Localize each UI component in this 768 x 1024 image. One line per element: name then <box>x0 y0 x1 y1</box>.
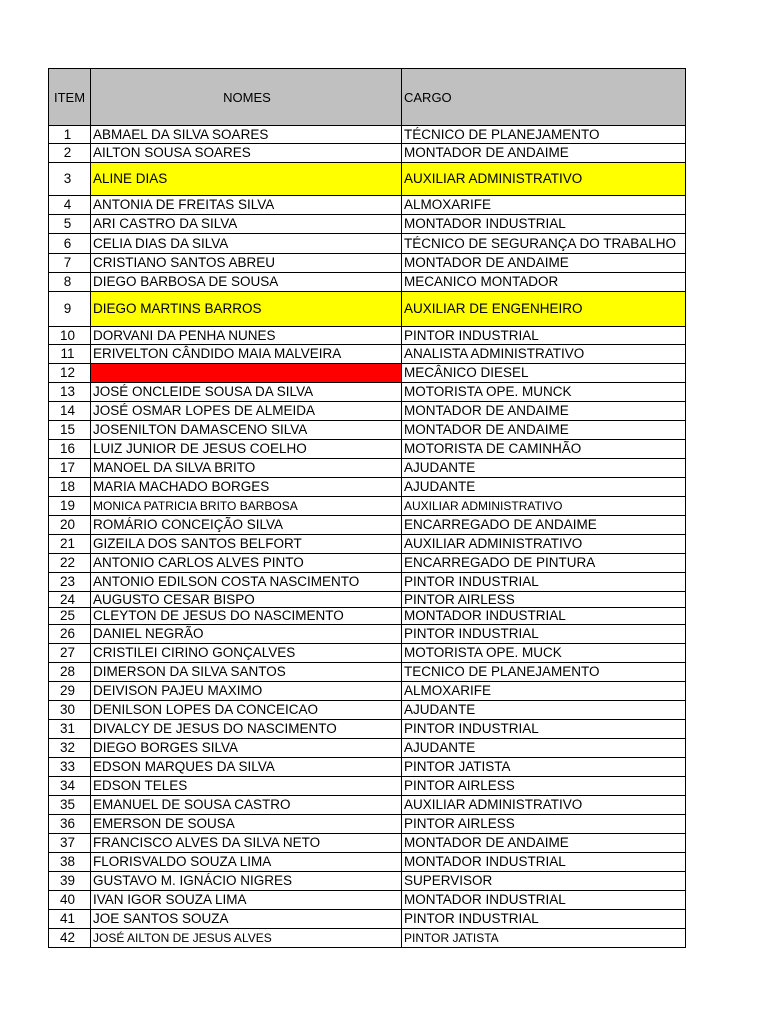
cell-item: 24 <box>49 592 91 608</box>
table-row <box>49 910 686 929</box>
cell-cargo: MECANICO MONTADOR <box>402 273 686 292</box>
cell-cargo: PINTOR AIRLESS <box>402 815 686 834</box>
cell-nome: ANTONIO EDILSON COSTA NASCIMENTO <box>91 573 402 592</box>
cell-item: 28 <box>49 663 91 682</box>
cell-cargo: TÉCNICO DE PLANEJAMENTO <box>402 126 686 144</box>
table-row <box>49 440 686 459</box>
cell-item: 35 <box>49 796 91 815</box>
cell-cargo: MONTADOR DE ANDAIME <box>402 254 686 273</box>
cell-cargo: PINTOR INDUSTRIAL <box>402 327 686 345</box>
cell-nome: ANTONIO CARLOS ALVES PINTO <box>91 554 402 573</box>
cell-cargo: MOTORISTA OPE. MUCK <box>402 644 686 663</box>
cell-nome: FLORISVALDO SOUZA LIMA <box>91 853 402 872</box>
cell-nome: CRISTILEI CIRINO GONÇALVES <box>91 644 402 663</box>
cell-item: 13 <box>49 383 91 402</box>
cell-item: 26 <box>49 625 91 644</box>
cell-cargo: SUPERVISOR <box>402 872 686 891</box>
cell-cargo: MONTADOR DE ANDAIME <box>402 834 686 853</box>
cell-cargo: PINTOR JATISTA <box>402 929 686 948</box>
cell-nome: EDSON MARQUES DA SILVA <box>91 758 402 777</box>
cell-cargo: AJUDANTE <box>402 478 686 497</box>
cell-nome: ABMAEL DA SILVA SOARES <box>91 126 402 144</box>
table-row <box>49 625 686 644</box>
table-row <box>49 777 686 796</box>
table-row <box>49 144 686 163</box>
cell-item: 1 <box>49 126 91 144</box>
table-row <box>49 254 686 273</box>
table-row <box>49 215 686 234</box>
table-row <box>49 516 686 535</box>
cell-item: 8 <box>49 273 91 292</box>
cell-cargo: MOTORISTA OPE. MUNCK <box>402 383 686 402</box>
cell-nome: MONICA PATRICIA BRITO BARBOSA <box>91 497 402 516</box>
cell-nome: AUGUSTO CESAR BISPO <box>91 592 402 608</box>
cell-item: 38 <box>49 853 91 872</box>
table-row <box>49 701 686 720</box>
cell-cargo: MONTADOR INDUSTRIAL <box>402 891 686 910</box>
cell-nome: MANOEL DA SILVA BRITO <box>91 459 402 478</box>
cell-nome: JOSÉ AILTON DE JESUS ALVES <box>91 929 402 948</box>
cell-item: 21 <box>49 535 91 554</box>
cell-cargo: PINTOR INDUSTRIAL <box>402 573 686 592</box>
cell-cargo: PINTOR AIRLESS <box>402 592 686 608</box>
cell-item: 22 <box>49 554 91 573</box>
cell-nome: GUSTAVO M. IGNÁCIO NIGRES <box>91 872 402 891</box>
cell-nome: FRANCISCO ALVES DA SILVA NETO <box>91 834 402 853</box>
cell-cargo: AJUDANTE <box>402 739 686 758</box>
table-row <box>49 720 686 739</box>
cell-cargo: ENCARREGADO DE ANDAIME <box>402 516 686 535</box>
cell-nome: AILTON SOUSA SOARES <box>91 144 402 163</box>
cell-nome: JEFERSON SOARES PORTO <box>91 364 402 383</box>
cell-cargo: AUXILIAR DE ENGENHEIRO <box>402 292 686 327</box>
cell-nome: EDSON TELES <box>91 777 402 796</box>
cell-cargo: AUXILIAR ADMINISTRATIVO <box>402 796 686 815</box>
cell-nome: DORVANI DA PENHA NUNES <box>91 327 402 345</box>
table-row <box>49 364 686 383</box>
table-row <box>49 478 686 497</box>
cell-cargo: ANALISTA ADMINISTRATIVO <box>402 345 686 364</box>
cell-item: 17 <box>49 459 91 478</box>
cell-item: 36 <box>49 815 91 834</box>
cell-item: 12 <box>49 364 91 383</box>
cell-cargo: MOTORISTA DE CAMINHÃO <box>402 440 686 459</box>
cell-item: 10 <box>49 327 91 345</box>
table-row <box>49 126 686 144</box>
table-row <box>49 163 686 196</box>
table-row <box>49 663 686 682</box>
table-row <box>49 535 686 554</box>
cell-nome: DIEGO BARBOSA DE SOUSA <box>91 273 402 292</box>
table-row <box>49 608 686 625</box>
cell-cargo: TÉCNICO DE SEGURANÇA DO TRABALHO <box>402 234 686 254</box>
cell-nome: JOE SANTOS SOUZA <box>91 910 402 929</box>
cell-cargo: MONTADOR INDUSTRIAL <box>402 608 686 625</box>
cell-cargo: AJUDANTE <box>402 701 686 720</box>
cell-nome: DIVALCY DE JESUS DO NASCIMENTO <box>91 720 402 739</box>
cell-item: 37 <box>49 834 91 853</box>
cell-item: 3 <box>49 163 91 196</box>
cell-item: 7 <box>49 254 91 273</box>
cell-cargo: ALMOXARIFE <box>402 196 686 215</box>
table-row <box>49 345 686 364</box>
cell-cargo: MECÂNICO DIESEL <box>402 364 686 383</box>
table-row <box>49 402 686 421</box>
cell-item: 11 <box>49 345 91 364</box>
table-row <box>49 327 686 345</box>
table-row <box>49 273 686 292</box>
cell-item: 9 <box>49 292 91 327</box>
cell-nome: ALINE DIAS <box>91 163 402 196</box>
table-row <box>49 891 686 910</box>
table-row <box>49 573 686 592</box>
cell-cargo: TECNICO DE PLANEJAMENTO <box>402 663 686 682</box>
cell-nome: DEIVISON PAJEU MAXIMO <box>91 682 402 701</box>
cell-item: 14 <box>49 402 91 421</box>
cell-nome: JOSÉ OSMAR LOPES DE ALMEIDA <box>91 402 402 421</box>
cell-item: 25 <box>49 608 91 625</box>
cell-nome: EMERSON DE SOUSA <box>91 815 402 834</box>
cell-item: 39 <box>49 872 91 891</box>
cell-nome: DENILSON LOPES DA CONCEICAO <box>91 701 402 720</box>
table-row <box>49 234 686 254</box>
cell-nome: DANIEL NEGRÃO <box>91 625 402 644</box>
table-row <box>49 383 686 402</box>
cell-item: 23 <box>49 573 91 592</box>
cell-nome: CRISTIANO SANTOS ABREU <box>91 254 402 273</box>
cell-nome: LUIZ JUNIOR DE JESUS COELHO <box>91 440 402 459</box>
cell-item: 41 <box>49 910 91 929</box>
table-row <box>49 758 686 777</box>
table-row <box>49 929 686 948</box>
cell-nome: IVAN IGOR SOUZA LIMA <box>91 891 402 910</box>
table-row <box>49 644 686 663</box>
employee-table <box>48 68 686 948</box>
cell-cargo: MONTADOR DE ANDAIME <box>402 144 686 163</box>
table-row <box>49 872 686 891</box>
cell-cargo: AUXILIAR ADMINISTRATIVO <box>402 163 686 196</box>
table-row <box>49 739 686 758</box>
cell-cargo: PINTOR AIRLESS <box>402 777 686 796</box>
table-row <box>49 421 686 440</box>
cell-cargo: ALMOXARIFE <box>402 682 686 701</box>
cell-item: 15 <box>49 421 91 440</box>
cell-item: 42 <box>49 929 91 948</box>
cell-nome: CELIA DIAS DA SILVA <box>91 234 402 254</box>
cell-item: 2 <box>49 144 91 163</box>
cell-nome: JOSENILTON DAMASCENO SILVA <box>91 421 402 440</box>
table-row <box>49 834 686 853</box>
cell-item: 4 <box>49 196 91 215</box>
cell-nome: DIEGO BORGES SILVA <box>91 739 402 758</box>
cell-cargo: AJUDANTE <box>402 459 686 478</box>
cell-cargo: MONTADOR INDUSTRIAL <box>402 215 686 234</box>
header-nomes: NOMES <box>91 69 402 126</box>
cell-item: 31 <box>49 720 91 739</box>
cell-nome: DIEGO MARTINS BARROS <box>91 292 402 327</box>
cell-item: 30 <box>49 701 91 720</box>
table-row <box>49 459 686 478</box>
cell-item: 32 <box>49 739 91 758</box>
cell-cargo: PINTOR INDUSTRIAL <box>402 625 686 644</box>
cell-nome: ARI CASTRO DA SILVA <box>91 215 402 234</box>
cell-item: 6 <box>49 234 91 254</box>
cell-item: 19 <box>49 497 91 516</box>
cell-nome: JOSÉ ONCLEIDE SOUSA DA SILVA <box>91 383 402 402</box>
cell-cargo: AUXILIAR ADMINISTRATIVO <box>402 535 686 554</box>
table-row <box>49 497 686 516</box>
table-row <box>49 682 686 701</box>
cell-nome: ERIVELTON CÂNDIDO MAIA MALVEIRA <box>91 345 402 364</box>
cell-cargo: AUXILIAR ADMINISTRATIVO <box>402 497 686 516</box>
cell-nome: GIZEILA DOS SANTOS BELFORT <box>91 535 402 554</box>
cell-item: 29 <box>49 682 91 701</box>
cell-item: 33 <box>49 758 91 777</box>
cell-cargo: PINTOR INDUSTRIAL <box>402 910 686 929</box>
table-row <box>49 853 686 872</box>
cell-nome: ANTONIA DE FREITAS SILVA <box>91 196 402 215</box>
cell-item: 18 <box>49 478 91 497</box>
cell-cargo: PINTOR JATISTA <box>402 758 686 777</box>
table-row <box>49 796 686 815</box>
table-row <box>49 292 686 327</box>
cell-item: 20 <box>49 516 91 535</box>
cell-item: 40 <box>49 891 91 910</box>
cell-cargo: MONTADOR DE ANDAIME <box>402 402 686 421</box>
table-row <box>49 554 686 573</box>
cell-item: 27 <box>49 644 91 663</box>
cell-nome: ROMÁRIO CONCEIÇÃO SILVA <box>91 516 402 535</box>
cell-nome: EMANUEL DE SOUSA CASTRO <box>91 796 402 815</box>
cell-cargo: MONTADOR INDUSTRIAL <box>402 853 686 872</box>
cell-item: 16 <box>49 440 91 459</box>
header-row <box>49 69 686 126</box>
cell-cargo: MONTADOR DE ANDAIME <box>402 421 686 440</box>
header-cargo: CARGO <box>402 69 686 126</box>
table-row <box>49 196 686 215</box>
cell-cargo: ENCARREGADO DE PINTURA <box>402 554 686 573</box>
cell-cargo: PINTOR INDUSTRIAL <box>402 720 686 739</box>
table-body <box>49 126 686 948</box>
cell-nome: MARIA MACHADO BORGES <box>91 478 402 497</box>
cell-nome: CLEYTON DE JESUS DO NASCIMENTO <box>91 608 402 625</box>
header-item: ITEM <box>49 69 91 126</box>
cell-item: 5 <box>49 215 91 234</box>
table-row <box>49 815 686 834</box>
table-row <box>49 592 686 608</box>
cell-nome: DIMERSON DA SILVA SANTOS <box>91 663 402 682</box>
cell-item: 34 <box>49 777 91 796</box>
